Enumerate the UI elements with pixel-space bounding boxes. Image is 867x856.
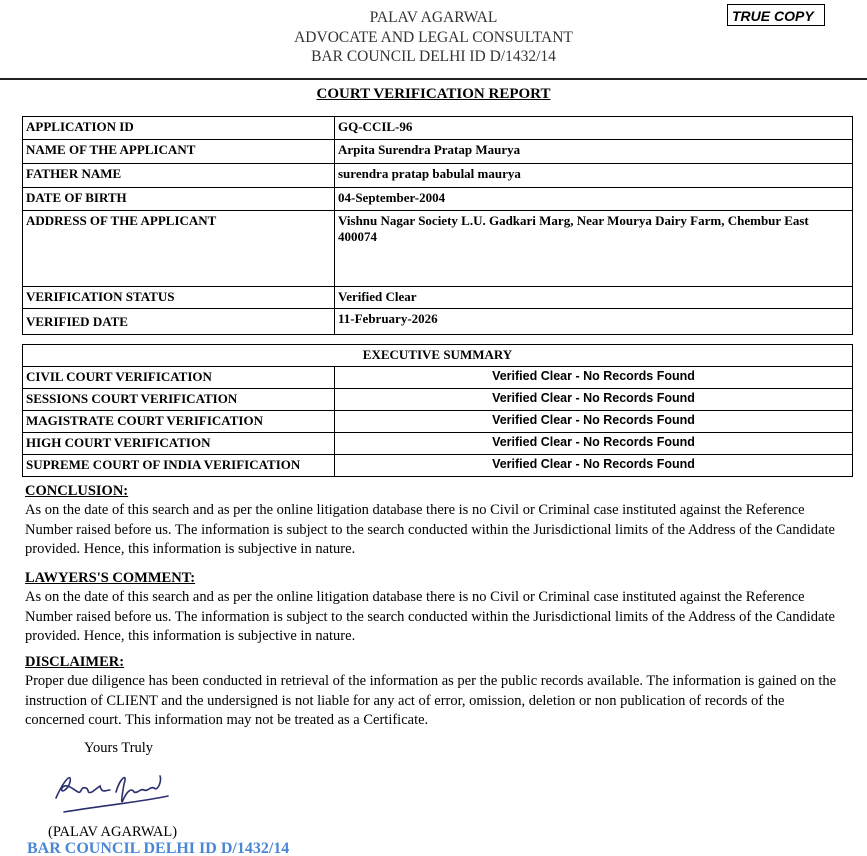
table-row <box>23 411 853 433</box>
true-copy-stamp: TRUE COPY <box>727 4 825 26</box>
signatory-name: (PALAV AGARWAL) <box>48 824 178 840</box>
table-row <box>23 140 853 164</box>
row-value: Verified Clear - No Records Found <box>335 389 853 411</box>
row-label: NAME OF THE APPLICANT <box>23 140 335 164</box>
table-row <box>23 309 853 335</box>
row-label: DATE OF BIRTH <box>23 188 335 211</box>
disclaimer-heading: DISCLAIMER: <box>25 654 125 670</box>
applicant-info-table <box>22 116 853 335</box>
table-row <box>23 164 853 188</box>
footer-bar-id: BAR COUNCIL DELHI ID D/1432/14 <box>27 840 290 856</box>
row-label: SESSIONS COURT VERIFICATION <box>23 389 335 411</box>
lawyers-comment-heading: LAWYERS'S COMMENT: <box>25 570 196 586</box>
row-label: HIGH COURT VERIFICATION <box>23 433 335 455</box>
disclaimer-section <box>25 653 845 730</box>
row-value: Verified Clear - No Records Found <box>335 411 853 433</box>
closing-text: Yours Truly <box>84 740 154 756</box>
row-label: CIVIL COURT VERIFICATION <box>23 367 335 389</box>
table-row <box>23 211 853 287</box>
advocate-name: PALAV AGARWAL <box>369 9 498 26</box>
advocate-designation: ADVOCATE AND LEGAL CONSULTANT <box>294 29 573 46</box>
report-title: COURT VERIFICATION REPORT <box>316 86 551 102</box>
table-row <box>23 117 853 140</box>
table-row <box>23 389 853 411</box>
table-row <box>23 287 853 309</box>
executive-summary-table <box>22 344 853 477</box>
row-label: VERIFIED DATE <box>23 309 335 335</box>
table-row <box>23 367 853 389</box>
conclusion-heading: CONCLUSION: <box>25 483 129 499</box>
row-value: Vishnu Nagar Society L.U. Gadkari Marg, Near Mourya Dairy Farm, Chembur East 400074 <box>335 211 853 287</box>
lawyers-comment-section <box>25 569 845 646</box>
row-value: 11-February-2026 <box>335 309 853 335</box>
row-label: ADDRESS OF THE APPLICANT <box>23 211 335 287</box>
row-label: MAGISTRATE COURT VERIFICATION <box>23 411 335 433</box>
row-value: Verified Clear <box>335 287 853 309</box>
row-value: Verified Clear - No Records Found <box>335 367 853 389</box>
conclusion-text: As on the date of this search and as per the online litigation database there is no Civil or Criminal case instituted against the Reference Number raised before us. The information is subject to the search conducted within the Jurisdictional limits of the Address of the Candidate provided. Hence, this information is subjective in nature. <box>25 502 835 557</box>
header-bar-id: BAR COUNCIL DELHI ID D/1432/14 <box>311 48 556 65</box>
row-value: surendra pratap babulal maurya <box>335 164 853 188</box>
row-value: 04-September-2004 <box>335 188 853 211</box>
row-label: APPLICATION ID <box>23 117 335 140</box>
row-value: Arpita Surendra Pratap Maurya <box>335 140 853 164</box>
row-value: Verified Clear - No Records Found <box>335 433 853 455</box>
row-value: GQ-CCIL-96 <box>335 117 853 140</box>
row-label: FATHER NAME <box>23 164 335 188</box>
row-label: VERIFICATION STATUS <box>23 287 335 309</box>
signature-image <box>50 768 180 823</box>
conclusion-section <box>25 482 845 559</box>
table-row <box>23 455 853 477</box>
header-divider <box>0 78 867 80</box>
disclaimer-text: Proper due diligence has been conducted in retrieval of the information as per the public records available. The information is gained on the instruction of CLIENT and the undersigned is not liable for any act of error, omission, deletion or non publication of records of the concerned court. This information may not be treated as a Certificate. <box>25 673 837 728</box>
lawyers-comment-text: As on the date of this search and as per the online litigation database there is no Civil or Criminal case instituted against the Reference Number raised before us. The information is subject to the search conducted within the Jurisdictional limits of the Address of the Candidate provided. Hence, this information is subjective in nature. <box>25 589 835 644</box>
row-label: SUPREME COURT OF INDIA VERIFICATION <box>23 455 335 477</box>
table-row <box>23 188 853 211</box>
row-value: Verified Clear - No Records Found <box>335 455 853 477</box>
table-row <box>23 433 853 455</box>
summary-heading: EXECUTIVE SUMMARY <box>23 345 853 367</box>
